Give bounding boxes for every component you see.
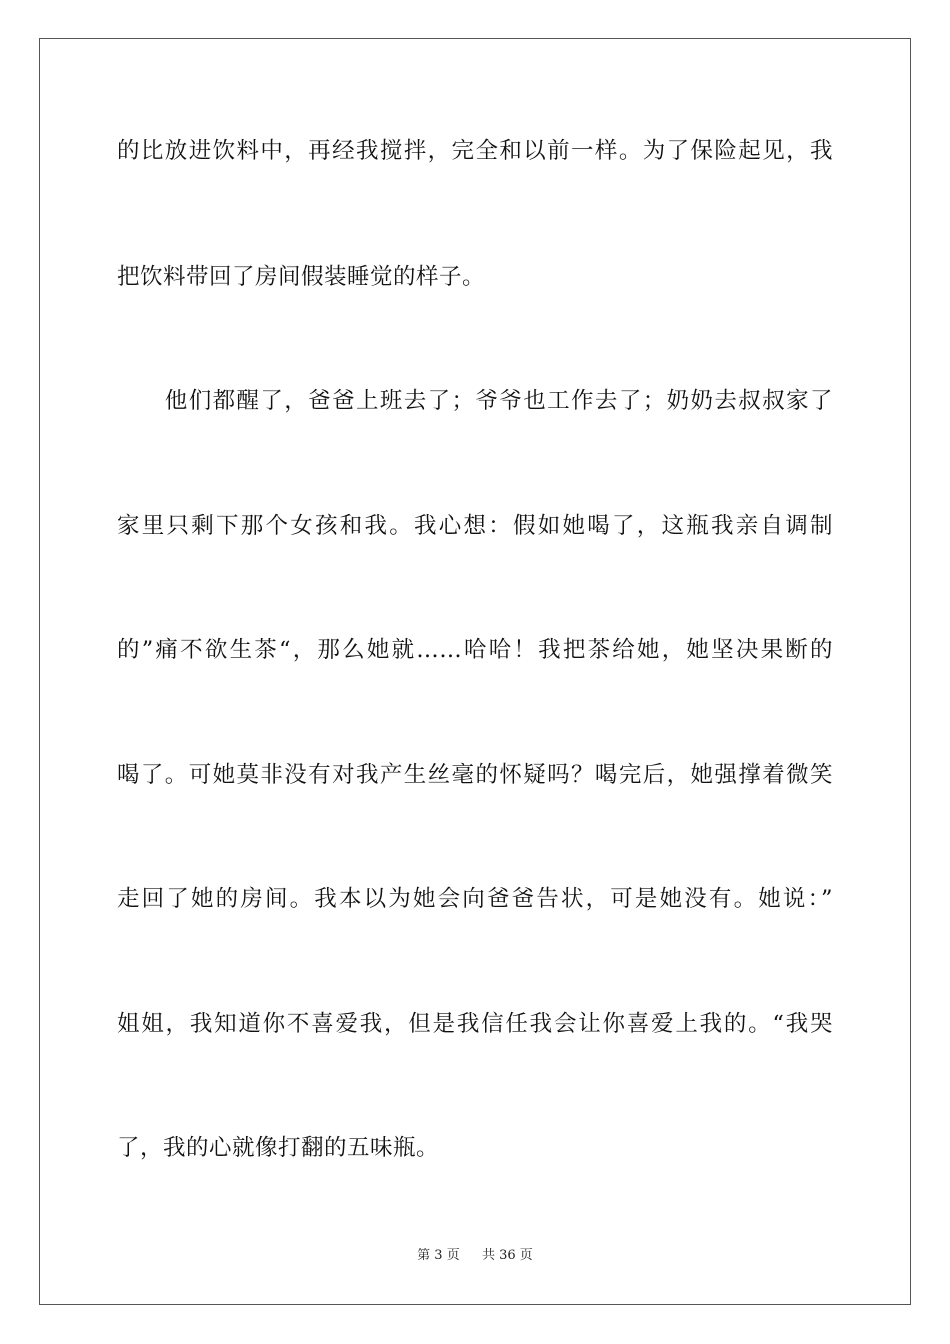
text-line-8: 姐姐，我知道你不喜爱我，但是我信任我会让你喜爱上我的。“我哭 [117, 1011, 833, 1037]
text-line-7: 走回了她的房间。我本以为她会向爸爸告状，可是她没有。她说：” [117, 886, 833, 912]
page-footer [0, 1247, 950, 1265]
text-line-1: 的比放进饮料中，再经我搅拌，完全和以前一样。为了保险起见，我 [117, 138, 833, 164]
text-line-3: 他们都醒了，爸爸上班去了；爷爷也工作去了；奶奶去叔叔家了 [117, 388, 833, 414]
page-border [39, 38, 911, 1305]
text-line-5: 的”痛不欲生茶“，那么她就……哈哈！我把茶给她，她坚决果断的 [117, 637, 833, 663]
text-line-6: 喝了。可她莫非没有对我产生丝毫的怀疑吗？喝完后，她强撑着微笑 [117, 762, 833, 788]
text-line-2: 把饮料带回了房间假装睡觉的样子。 [117, 264, 486, 290]
text-line-9: 了，我的心就像打翻的五味瓶。 [117, 1135, 440, 1161]
text-line-4: 家里只剩下那个女孩和我。我心想：假如她喝了，这瓶我亲自调制 [117, 513, 833, 539]
page-total: 共 36 页 [482, 1248, 533, 1263]
page-number: 第 3 页 [417, 1248, 460, 1263]
